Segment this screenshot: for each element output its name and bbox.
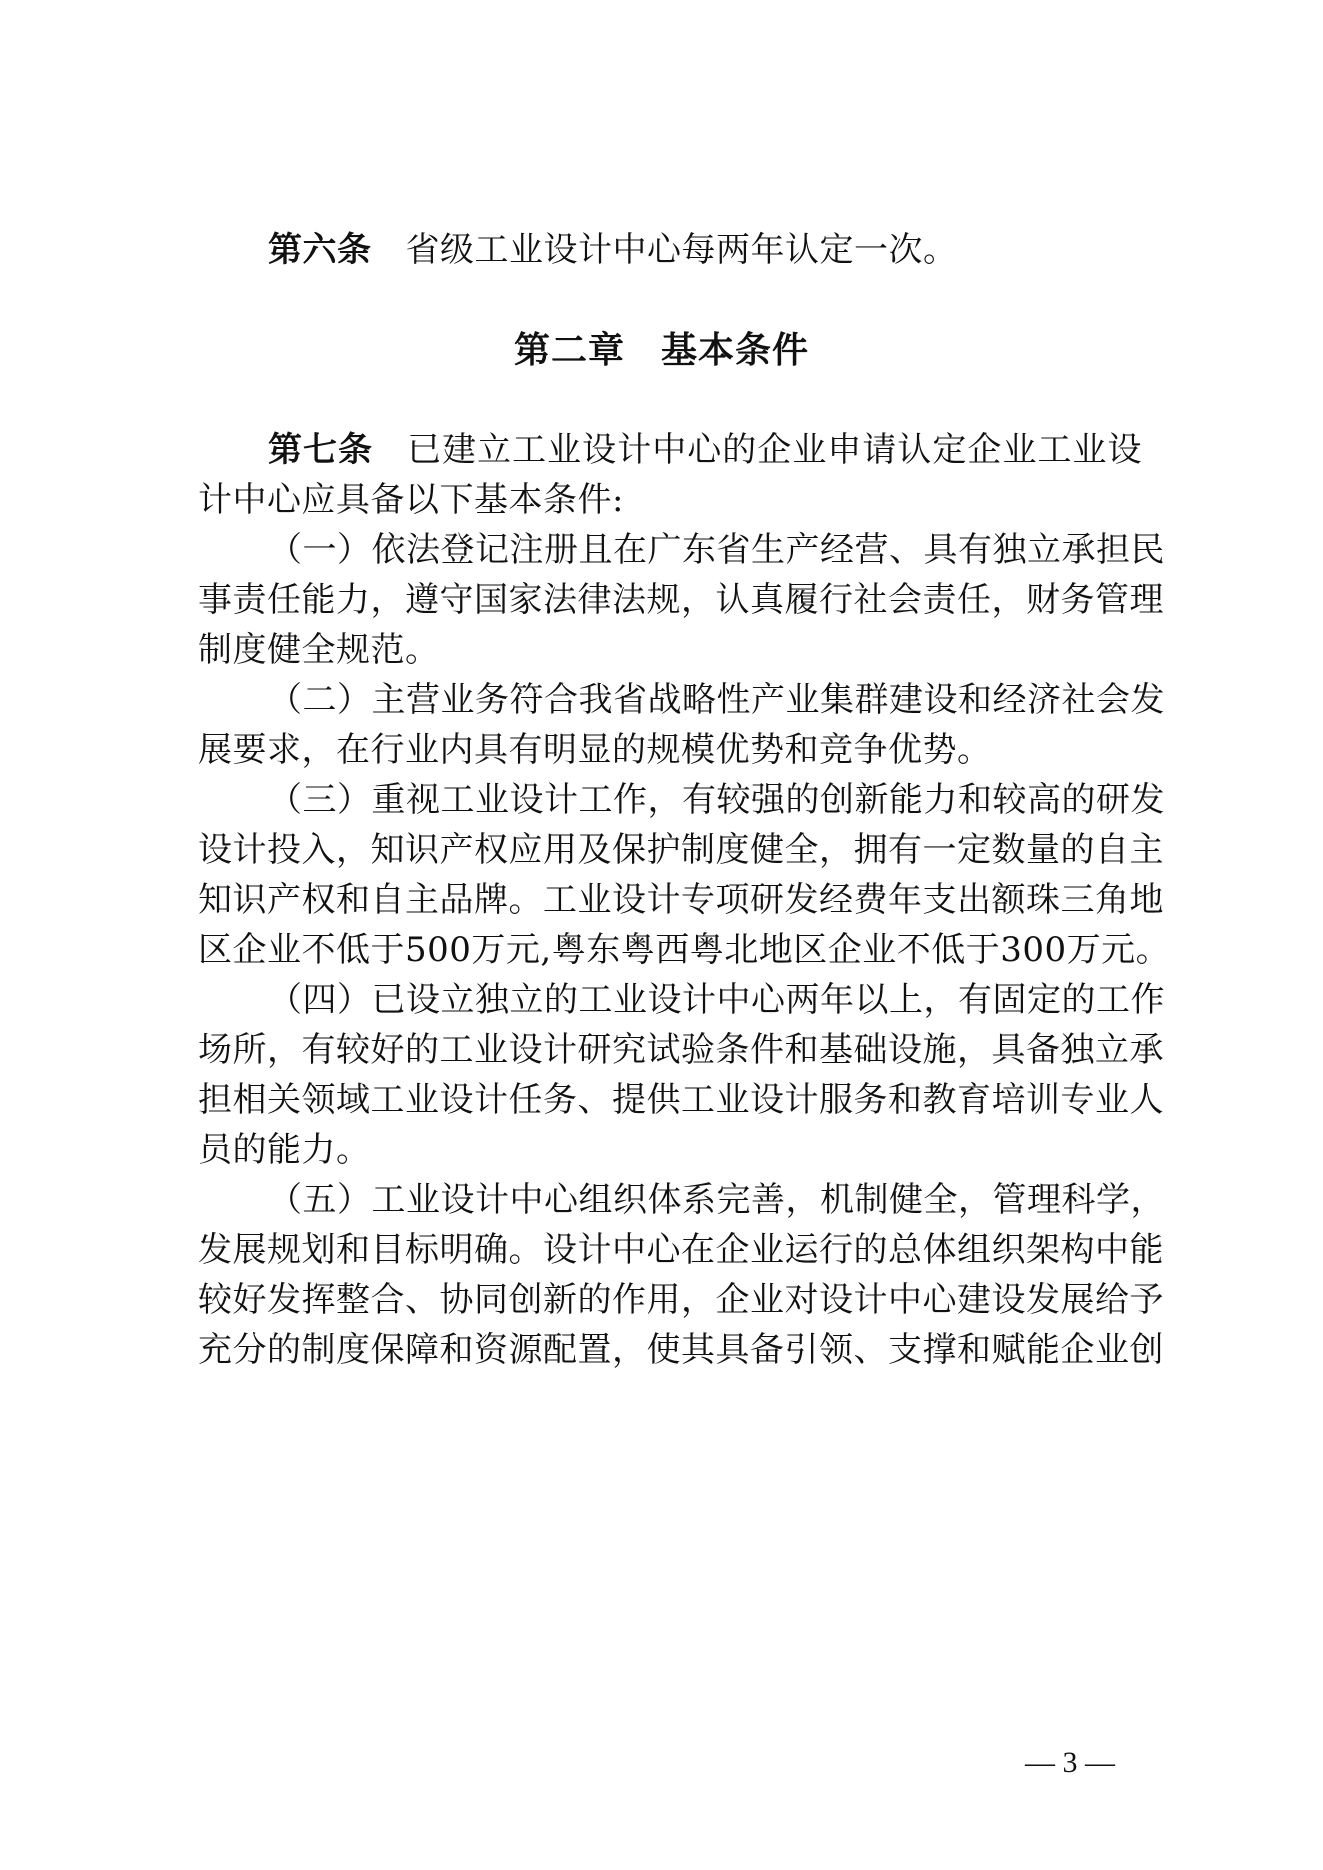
chapter-title: 基本条件 bbox=[661, 330, 810, 371]
article-7-head: 第七条 bbox=[268, 430, 374, 470]
item-3-line-1: （三）重视工业设计工作，有较强的创新能力和较高的研发 bbox=[268, 780, 1165, 820]
item-4-line-2: 场所，有较好的工业设计研究试验条件和基础设施，具备独立承 bbox=[198, 1030, 1164, 1070]
article-6 bbox=[268, 230, 1142, 270]
chapter-number: 第二章 bbox=[513, 330, 625, 371]
article-7-line-2: 计中心应具备以下基本条件: bbox=[198, 480, 624, 520]
page-number: — 3 — bbox=[1025, 1746, 1115, 1779]
item-1-line-1: （一）依法登记注册且在广东省生产经营、具有独立承担民 bbox=[268, 530, 1165, 570]
article-7-text: 已建立工业设计中心的企业申请认定企业工业设 bbox=[407, 430, 1143, 470]
item-5-line-4: 充分的制度保障和资源配置，使其具备引领、支撑和赋能企业创 bbox=[198, 1330, 1164, 1370]
article-6-text: 省级工业设计中心每两年认定一次。 bbox=[405, 230, 958, 270]
item-3-line-3: 知识产权和自主品牌。工业设计专项研发经费年支出额珠三角地 bbox=[198, 880, 1164, 920]
item-3-line-4: 区企业不低于500万元,粤东粤西粤北地区企业不低于300万元。 bbox=[198, 930, 1171, 970]
chapter-heading bbox=[0, 330, 1323, 372]
item-4-line-4: 员的能力。 bbox=[198, 1130, 371, 1170]
item-4-line-1: （四）已设立独立的工业设计中心两年以上，有固定的工作 bbox=[268, 980, 1165, 1020]
item-1-line-2: 事责任能力，遵守国家法律法规，认真履行社会责任，财务管理 bbox=[198, 580, 1164, 620]
article-7-line-1 bbox=[268, 430, 1142, 470]
item-2-line-2: 展要求，在行业内具有明显的规模优势和竞争优势。 bbox=[198, 730, 992, 770]
item-5-line-3: 较好发挥整合、协同创新的作用，企业对设计中心建设发展给予 bbox=[198, 1280, 1164, 1320]
item-2-line-1: （二）主营业务符合我省战略性产业集群建设和经济社会发 bbox=[268, 680, 1165, 720]
item-5-line-2: 发展规划和目标明确。设计中心在企业运行的总体组织架构中能 bbox=[198, 1230, 1164, 1270]
item-5-line-1: （五）工业设计中心组织体系完善，机制健全，管理科学， bbox=[268, 1180, 1165, 1220]
article-6-head: 第六条 bbox=[268, 230, 372, 270]
item-4-line-3: 担相关领域工业设计任务、提供工业设计服务和教育培训专业人 bbox=[198, 1080, 1164, 1120]
item-1-line-3: 制度健全规范。 bbox=[198, 630, 440, 670]
item-3-line-2: 设计投入，知识产权应用及保护制度健全，拥有一定数量的自主 bbox=[198, 830, 1164, 870]
